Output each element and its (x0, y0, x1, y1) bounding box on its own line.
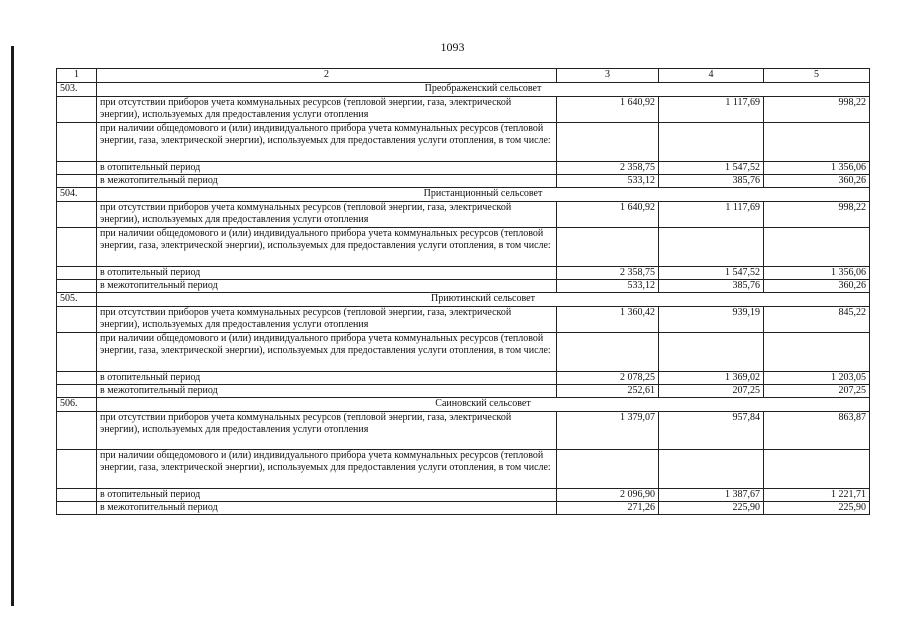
section-number: 504. (57, 188, 97, 202)
column-header: 4 (659, 69, 764, 83)
value-col-5 (764, 450, 870, 489)
number-cell (57, 162, 97, 175)
table-row (57, 123, 870, 162)
value-col-3: 2 078,25 (557, 372, 659, 385)
value-col-3: 252,61 (557, 385, 659, 398)
section-name: Преображенский сельсовет (97, 83, 870, 97)
table-header-row (57, 69, 870, 83)
row-label: в отопительный период (97, 162, 557, 175)
value-col-3: 533,12 (557, 280, 659, 293)
value-col-5: 998,22 (764, 97, 870, 123)
number-cell (57, 385, 97, 398)
row-label: при наличии общедомового и (или) индивидуального прибора учета коммунальных ресурсов (тепловой энергии, газа, электрической энергии), используемых для предоставления услуги отопления, в том числе: (97, 123, 557, 162)
value-col-3: 1 360,42 (557, 307, 659, 333)
row-label: в отопительный период (97, 489, 557, 502)
number-cell (57, 202, 97, 228)
table-row (57, 202, 870, 228)
value-col-5: 998,22 (764, 202, 870, 228)
value-col-4: 1 369,02 (659, 372, 764, 385)
value-col-5: 207,25 (764, 385, 870, 398)
value-col-3: 533,12 (557, 175, 659, 188)
row-label: в отопительный период (97, 372, 557, 385)
column-header: 2 (97, 69, 557, 83)
section-header-row (57, 293, 870, 307)
value-col-4 (659, 123, 764, 162)
table-row (57, 450, 870, 489)
page-binding-edge (11, 46, 14, 606)
row-label: при отсутствии приборов учета коммунальных ресурсов (тепловой энергии, газа, электрической энергии), используемых для предоставления услуги отопления (97, 412, 557, 450)
section-name: Приютинский сельсовет (97, 293, 870, 307)
value-col-5: 1 356,06 (764, 267, 870, 280)
number-cell (57, 307, 97, 333)
number-cell (57, 412, 97, 450)
table-row (57, 280, 870, 293)
value-col-5: 1 221,71 (764, 489, 870, 502)
section-header-row (57, 83, 870, 97)
value-col-4: 225,90 (659, 502, 764, 515)
number-cell (57, 489, 97, 502)
section-number: 506. (57, 398, 97, 412)
number-cell (57, 450, 97, 489)
value-col-5 (764, 228, 870, 267)
value-col-5: 863,87 (764, 412, 870, 450)
row-label: в межотопительный период (97, 280, 557, 293)
number-cell (57, 228, 97, 267)
row-label: при наличии общедомового и (или) индивидуального прибора учета коммунальных ресурсов (тепловой энергии, газа, электрической энергии), используемых для предоставления услуги отопления, в том числе: (97, 333, 557, 372)
value-col-4: 1 387,67 (659, 489, 764, 502)
section-name: Саиновский сельсовет (97, 398, 870, 412)
value-col-3: 2 358,75 (557, 267, 659, 280)
value-col-3: 2 358,75 (557, 162, 659, 175)
tariff-table (56, 68, 870, 515)
value-col-5: 360,26 (764, 175, 870, 188)
page-number: 1093 (440, 40, 465, 54)
number-cell (57, 175, 97, 188)
section-number: 503. (57, 83, 97, 97)
value-col-3: 1 640,92 (557, 97, 659, 123)
value-col-3 (557, 123, 659, 162)
value-col-4: 1 117,69 (659, 202, 764, 228)
number-cell (57, 97, 97, 123)
section-name: Пристанционный сельсовет (97, 188, 870, 202)
table-row (57, 333, 870, 372)
value-col-4: 1 547,52 (659, 162, 764, 175)
column-header: 3 (557, 69, 659, 83)
value-col-4 (659, 228, 764, 267)
value-col-5 (764, 123, 870, 162)
value-col-3 (557, 450, 659, 489)
table-row (57, 372, 870, 385)
column-header: 5 (764, 69, 870, 83)
value-col-5: 845,22 (764, 307, 870, 333)
value-col-3: 2 096,90 (557, 489, 659, 502)
table-row (57, 97, 870, 123)
row-label: в межотопительный период (97, 175, 557, 188)
value-col-5: 360,26 (764, 280, 870, 293)
table-row (57, 267, 870, 280)
value-col-4: 939,19 (659, 307, 764, 333)
value-col-4: 1 547,52 (659, 267, 764, 280)
value-col-4: 957,84 (659, 412, 764, 450)
value-col-4 (659, 333, 764, 372)
row-label: при отсутствии приборов учета коммунальных ресурсов (тепловой энергии, газа, электрической энергии), используемых для предоставления услуги отопления (97, 97, 557, 123)
table-row (57, 307, 870, 333)
value-col-3: 1 640,92 (557, 202, 659, 228)
number-cell (57, 123, 97, 162)
column-header: 1 (57, 69, 97, 83)
value-col-5: 225,90 (764, 502, 870, 515)
value-col-4 (659, 450, 764, 489)
table-row (57, 175, 870, 188)
row-label: в межотопительный период (97, 502, 557, 515)
row-label: в отопительный период (97, 267, 557, 280)
row-label: при отсутствии приборов учета коммунальных ресурсов (тепловой энергии, газа, электрической энергии), используемых для предоставления услуги отопления (97, 307, 557, 333)
value-col-3: 271,26 (557, 502, 659, 515)
number-cell (57, 280, 97, 293)
value-col-3 (557, 333, 659, 372)
tariff-table-body (57, 69, 870, 515)
table-row (57, 489, 870, 502)
value-col-5 (764, 333, 870, 372)
value-col-3: 1 379,07 (557, 412, 659, 450)
number-cell (57, 502, 97, 515)
section-header-row (57, 398, 870, 412)
section-header-row (57, 188, 870, 202)
value-col-5: 1 203,05 (764, 372, 870, 385)
number-cell (57, 267, 97, 280)
value-col-4: 207,25 (659, 385, 764, 398)
value-col-4: 385,76 (659, 175, 764, 188)
row-label: при наличии общедомового и (или) индивидуального прибора учета коммунальных ресурсов (тепловой энергии, газа, электрической энергии), используемых для предоставления услуги отопления, в том числе: (97, 450, 557, 489)
value-col-4: 1 117,69 (659, 97, 764, 123)
section-number: 505. (57, 293, 97, 307)
value-col-3 (557, 228, 659, 267)
table-row (57, 228, 870, 267)
table-row (57, 162, 870, 175)
number-cell (57, 372, 97, 385)
value-col-5: 1 356,06 (764, 162, 870, 175)
row-label: в межотопительный период (97, 385, 557, 398)
value-col-4: 385,76 (659, 280, 764, 293)
row-label: при отсутствии приборов учета коммунальных ресурсов (тепловой энергии, газа, электрической энергии), используемых для предоставления услуги отопления (97, 202, 557, 228)
table-row (57, 502, 870, 515)
row-label: при наличии общедомового и (или) индивидуального прибора учета коммунальных ресурсов (тепловой энергии, газа, электрической энергии), используемых для предоставления услуги отопления, в том числе: (97, 228, 557, 267)
table-row (57, 385, 870, 398)
table-row (57, 412, 870, 450)
number-cell (57, 333, 97, 372)
